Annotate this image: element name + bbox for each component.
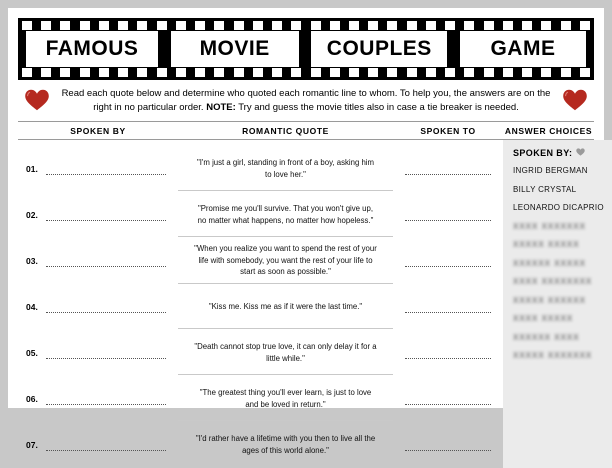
spoken-by-cell xyxy=(18,163,178,175)
table-row xyxy=(18,330,503,376)
quote-cell: "Kiss me. Kiss me as if it were the last time." xyxy=(178,285,393,329)
perforation xyxy=(176,68,186,77)
spoken-to-cell xyxy=(393,439,503,451)
perforation xyxy=(137,68,147,77)
perforation xyxy=(407,68,417,77)
perforation xyxy=(99,21,109,30)
instructions-note-label: NOTE: xyxy=(206,101,236,113)
spoken-by-cell xyxy=(18,301,178,313)
perforation xyxy=(176,21,186,30)
perforation xyxy=(580,68,590,77)
row-number: 02. xyxy=(26,210,38,220)
perforation xyxy=(157,68,167,77)
table-row xyxy=(18,376,503,422)
perforation xyxy=(22,21,32,30)
perforation xyxy=(137,21,147,30)
table-row xyxy=(18,238,503,284)
spoken-to-blank[interactable] xyxy=(405,209,491,221)
perforation xyxy=(330,21,340,30)
answer-option[interactable]: XXXXX XXXXX xyxy=(513,240,580,249)
quote-cell: "Promise me you'll survive. That you won't give up, no matter what happens, no matter how hopeless." xyxy=(178,193,393,237)
answer-option[interactable]: XXXXXX XXXXX xyxy=(513,258,586,268)
quote-cell: "I'm just a girl, standing in front of a boy, asking him to love her." xyxy=(178,147,393,191)
quote-cell: "I'd rather have a lifetime with you then to live all the ages of this world alone." xyxy=(195,434,376,456)
row-number: 04. xyxy=(26,302,38,313)
perforation xyxy=(22,68,32,77)
perforation xyxy=(118,68,128,77)
answers-panel-title-row xyxy=(513,148,604,158)
perforation xyxy=(214,68,224,77)
answer-option[interactable]: INGRID BERGMAN xyxy=(513,166,588,175)
perforation xyxy=(541,68,551,77)
heart-icon xyxy=(24,89,50,111)
perforation xyxy=(368,68,378,77)
spoken-to-blank[interactable] xyxy=(405,301,491,313)
column-header-row xyxy=(18,121,594,140)
spoken-by-cell xyxy=(18,393,178,405)
perforation xyxy=(272,68,282,77)
spoken-to-blank[interactable] xyxy=(405,393,491,405)
perforation xyxy=(214,21,224,30)
answer-option[interactable]: XXXXXX XXXX xyxy=(513,332,580,342)
perforation xyxy=(522,21,532,30)
title-word-famous: FAMOUS xyxy=(26,31,158,67)
instructions-block xyxy=(18,87,594,117)
row-number: 03. xyxy=(26,256,38,267)
row-number: 05. xyxy=(26,348,38,359)
answer-option[interactable]: XXXX XXXXX xyxy=(513,314,574,323)
perforation xyxy=(99,68,109,77)
row-number: 06. xyxy=(26,394,38,405)
spoken-by-blank[interactable] xyxy=(46,255,166,267)
answer-choices-panel xyxy=(503,140,612,468)
perforation xyxy=(426,21,436,30)
perforation xyxy=(387,21,397,30)
perforation xyxy=(291,68,301,77)
perforation xyxy=(445,21,455,30)
perforation xyxy=(503,21,513,30)
row-number: 07. xyxy=(26,440,38,451)
row-number: 01. xyxy=(26,164,38,174)
perforation xyxy=(80,68,90,77)
perforation xyxy=(330,68,340,77)
spoken-to-cell xyxy=(393,393,503,405)
title-row xyxy=(18,31,594,67)
film-perforations-bottom xyxy=(18,68,594,77)
perforation xyxy=(349,21,359,30)
table-row xyxy=(18,422,503,468)
column-header-spoken-to: SPOKEN TO xyxy=(420,125,476,136)
spoken-by-blank[interactable] xyxy=(46,439,166,451)
answer-option[interactable]: XXXX XXXXXXXX xyxy=(513,277,593,286)
table-row xyxy=(18,146,503,192)
perforation xyxy=(41,68,51,77)
spoken-to-cell xyxy=(393,255,503,267)
perforation xyxy=(60,68,70,77)
perforation xyxy=(387,68,397,77)
spoken-by-blank[interactable] xyxy=(46,209,166,221)
perforation xyxy=(464,21,474,30)
answer-option[interactable]: XXXXX XXXXXXX xyxy=(513,351,593,360)
heart-icon xyxy=(576,148,585,156)
spoken-by-cell xyxy=(18,347,178,359)
quote-cell: "When you realize you want to spend the rest of your life with somebody, you want the rest of your life to start as soon as possible." xyxy=(178,238,393,284)
perforation xyxy=(561,68,571,77)
answers-panel-title: SPOKEN BY: xyxy=(513,148,573,158)
spoken-to-blank[interactable] xyxy=(405,439,491,451)
answer-option[interactable]: XXXXX XXXXXX xyxy=(513,295,586,305)
perforation xyxy=(445,68,455,77)
perforation xyxy=(464,68,474,77)
perforation xyxy=(80,21,90,30)
spoken-to-blank[interactable] xyxy=(405,163,491,175)
spoken-by-cell xyxy=(18,439,178,451)
title-word-movie: MOVIE xyxy=(171,31,299,67)
spoken-by-cell xyxy=(18,255,178,267)
perforation xyxy=(41,21,51,30)
perforation xyxy=(234,21,244,30)
perforation xyxy=(561,21,571,30)
film-perforations-top xyxy=(18,21,594,30)
perforation xyxy=(426,68,436,77)
quote-cell: "The greatest thing you'll ever learn, is just to love and be loved in return." xyxy=(178,377,393,421)
perforation xyxy=(253,21,263,30)
perforation xyxy=(118,21,128,30)
spoken-to-blank[interactable] xyxy=(405,347,491,359)
spoken-by-blank[interactable] xyxy=(46,347,166,359)
spoken-to-blank[interactable] xyxy=(405,255,491,267)
spoken-by-blank[interactable] xyxy=(46,163,166,175)
spoken-to-cell xyxy=(393,301,503,313)
column-header-answer-choices: ANSWER CHOICES xyxy=(504,125,593,136)
answer-option[interactable]: LEONARDO DICAPRIO xyxy=(513,203,604,212)
spoken-by-blank[interactable] xyxy=(46,301,166,313)
perforation xyxy=(484,21,494,30)
perforation xyxy=(253,68,263,77)
instructions-text-part1: Read each quote below and determine who quoted each romantic line to whom. To help you, the answers are on the right in no particular order. xyxy=(61,88,551,113)
heart-icon xyxy=(562,89,588,111)
perforation xyxy=(195,68,205,77)
title-word-game: GAME xyxy=(460,31,586,67)
perforation xyxy=(541,21,551,30)
perforation xyxy=(234,68,244,77)
perforation xyxy=(503,68,513,77)
column-header-romantic-quote: ROMANTIC QUOTE xyxy=(242,125,329,136)
perforation xyxy=(349,68,359,77)
spoken-to-cell xyxy=(393,163,503,175)
worksheet-body xyxy=(18,140,604,468)
answer-option[interactable]: XXXX XXXXXXX xyxy=(513,221,586,231)
spoken-by-blank[interactable] xyxy=(46,393,166,405)
table-row xyxy=(18,284,503,330)
question-list xyxy=(18,140,503,468)
perforation xyxy=(311,68,321,77)
perforation xyxy=(311,21,321,30)
perforation xyxy=(407,21,417,30)
column-header-spoken-by: SPOKEN BY xyxy=(70,125,126,136)
instructions-text-part2: Try and guess the movie titles also in case a tie breaker is needed. xyxy=(235,101,519,113)
title-word-couples: COUPLES xyxy=(311,31,447,67)
perforation xyxy=(272,21,282,30)
perforation xyxy=(195,21,205,30)
perforation xyxy=(368,21,378,30)
spoken-to-cell xyxy=(393,209,503,221)
perforation xyxy=(580,21,590,30)
answer-option[interactable]: BILLY CRYSTAL xyxy=(513,184,577,194)
perforation xyxy=(522,68,532,77)
worksheet-page xyxy=(8,8,604,456)
perforation xyxy=(157,21,167,30)
film-strip-header xyxy=(18,18,594,80)
perforation xyxy=(484,68,494,77)
spoken-to-cell xyxy=(393,347,503,359)
spoken-by-cell xyxy=(18,209,178,221)
perforation xyxy=(291,21,301,30)
quote-cell: "Death cannot stop true love, it can only delay it for a little while." xyxy=(178,331,393,375)
perforation xyxy=(60,21,70,30)
table-row xyxy=(18,192,503,238)
